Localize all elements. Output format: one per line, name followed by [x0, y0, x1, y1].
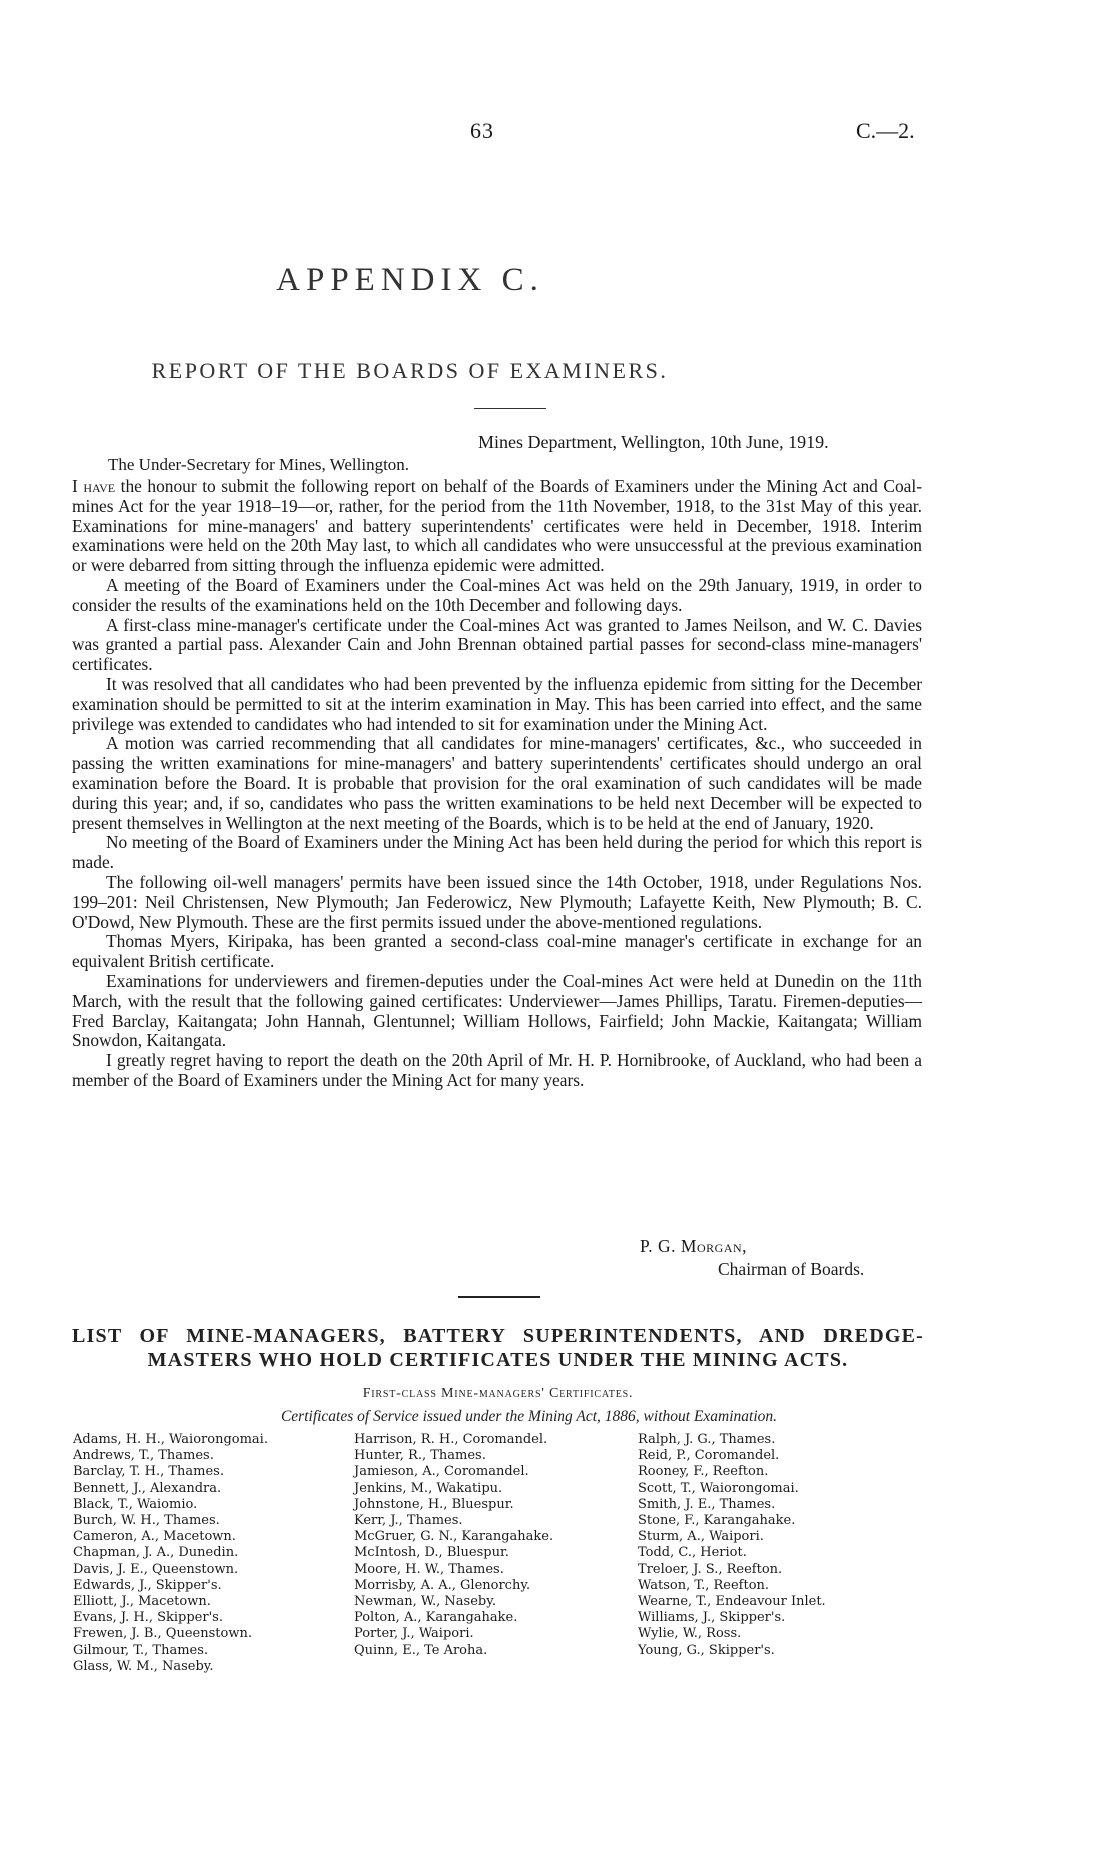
- list-item: Jamieson, A., Coromandel.: [354, 1464, 529, 1480]
- list-heading-line-2: MASTERS WHO HOLD CERTIFICATES UNDER THE MINING ACTS.: [147, 1349, 849, 1371]
- list-item: Adams, H. H., Waiorongomai.: [73, 1432, 268, 1447]
- signature-name: P. G. Morgan,: [640, 1236, 748, 1256]
- list-item: Edwards, J., Skipper's.: [73, 1577, 222, 1593]
- list-item: Williams, J., Skipper's.: [638, 1610, 786, 1626]
- list-item: Watson, T., Reefton.: [638, 1577, 770, 1593]
- paragraph-text: the honour to submit the following report on behalf of the Boards of Examiners under the Mining Act and Coal-mines Act for the year 1918–19—or, rather, for the period from the 11th November, 1918, to the 31st May of this year. Examinations for mine-managers' and battery superintendents' certificates were held in December, 1918. Interim examinations were held on the 20th May last, to which all candidates who were unsuccessful at the previous examination or were debarred from sitting through the influenza epidemic were admitted.: [72, 476, 923, 576]
- names-column-2: [354, 1432, 553, 1659]
- list-subheading: First-class Mine-managers' Certificates.: [362, 1386, 634, 1401]
- list-item: Ralph, J. G., Thames.: [638, 1432, 776, 1447]
- list-item: Barclay, T. H., Thames.: [73, 1464, 224, 1480]
- list-item: Glass, W. M., Naseby.: [73, 1658, 214, 1674]
- addressee: The Under-Secretary for Mines, Wellington.: [108, 455, 410, 474]
- list-item: Quinn, E., Te Aroha.: [354, 1642, 488, 1658]
- names-column-3: [638, 1432, 826, 1659]
- section-divider: [458, 1296, 540, 1298]
- list-item: Sturm, A., Waipori.: [638, 1529, 764, 1545]
- letter-paragraph: No meeting of the Board of Examiners under the Mining Act has been held during the period for which this report is made.: [72, 832, 922, 873]
- report-title: REPORT OF THE BOARDS OF EXAMINERS.: [151, 358, 669, 383]
- list-item: Kerr, J., Thames.: [354, 1513, 463, 1529]
- page-number: 63: [470, 118, 494, 143]
- letter-paragraph: The following oil-well managers' permits have been issued since the 14th October, 1918, under Regulations Nos. 199–201: Neil Christensen, New Plymouth; Jan Federowicz, New Plymouth; Lafayette Keith, New Plymouth; B. C. O'Dowd, New Plymouth. These are the first permits issued under the above-mentioned regulations.: [72, 871, 922, 932]
- letter-paragraph: It was resolved that all candidates who had been prevented by the influenza epidemic from sitting for the December examination should be permitted to sit at the interim examination in May. This has been carried into effect, and the same privilege was extended to candidates who had intended to sit for examination under the Mining Act.: [72, 673, 922, 734]
- list-item: Hunter, R., Thames.: [354, 1448, 486, 1464]
- list-item: Polton, A., Karangahake.: [354, 1610, 518, 1626]
- list-item: Scott, T., Waiorongomai.: [638, 1480, 799, 1496]
- list-item: Burch, W. H., Thames.: [73, 1513, 220, 1529]
- list-item: Black, T., Waiomio.: [73, 1496, 198, 1512]
- letter-paragraph: A first-class mine-manager's certificate under the Coal-mines Act was granted to James Neilson, and W. C. Davies was granted a partial pass. Alexander Cain and John Brennan obtained partial passes for second-class mine-managers' certificates.: [72, 614, 922, 675]
- list-item: Evans, J. H., Skipper's.: [73, 1610, 223, 1626]
- list-item: Smith, J. E., Thames.: [638, 1496, 776, 1512]
- list-item: Reid, P., Coromandel.: [638, 1448, 780, 1464]
- certificates-italic-heading: Certificates of Service issued under the Mining Act, 1886, without Examination.: [280, 1408, 778, 1425]
- list-item: Frewen, J. B., Queenstown.: [73, 1626, 252, 1642]
- list-item: Newman, W., Naseby.: [354, 1594, 496, 1610]
- list-item: Porter, J., Waipori.: [354, 1626, 474, 1642]
- list-item: Bennett, J., Alexandra.: [73, 1480, 222, 1496]
- list-item: Elliott, J., Macetown.: [73, 1594, 211, 1610]
- list-item: Wylie, W., Ross.: [638, 1626, 742, 1642]
- letter-paragraph: Examinations for underviewers and firemen-deputies under the Coal-mines Act were held at Dunedin on the 11th March, with the result that the following gained certificates: Underviewer—James Phillips, Taratu. Firemen-deputies—Fred Barclay, Kaitangata; John Hannah, Glentunnel; William Hollows, Fairfield; John Mackie, Kaitangata; William Snowdon, Kaitangata.: [72, 970, 922, 1051]
- list-item: Morrisby, A. A., Glenorchy.: [354, 1577, 531, 1593]
- list-item: Rooney, F., Reefton.: [638, 1464, 769, 1480]
- list-heading: [72, 1324, 924, 1372]
- list-item: Todd, C., Heriot.: [638, 1545, 747, 1561]
- list-item: Cameron, A., Macetown.: [73, 1529, 236, 1545]
- list-item: Johnstone, H., Bluespur.: [354, 1496, 514, 1512]
- document-code: C.—2.: [856, 118, 915, 143]
- letter-paragraph: A motion was carried recommending that all candidates for mine-managers' certificates, &c., who succeeded in passing the written examinations for mine-managers' and battery superintendents' certificates should undergo an oral examination before the Board. It is probable that provision for the oral examination of such candidates will be made during this year; and, if so, candidates who pass the written examinations to be held next December will be expected to present themselves in Wellington at the next meeting of the Boards, which is to be held at the end of January, 1920.: [72, 733, 922, 833]
- letter-paragraph: I greatly regret having to report the death on the 20th April of Mr. H. P. Hornibrooke, of Auckland, who had been a member of the Board of Examiners under the Mining Act for many years.: [72, 1050, 922, 1090]
- appendix-title: APPENDIX C.: [276, 262, 544, 298]
- list-item: Gilmour, T., Thames.: [73, 1642, 209, 1658]
- signature-title: Chairman of Boards.: [718, 1259, 865, 1279]
- list-heading-line-1: LIST OF MINE-MANAGERS, BATTERY SUPERINTENDENTS, AND DREDGE-: [72, 1325, 924, 1347]
- list-item: Wearne, T., Endeavour Inlet.: [638, 1594, 826, 1610]
- letter-paragraph: Thomas Myers, Kiripaka, has been granted a second-class coal-mine manager's certificate in exchange for an equivalent British certificate.: [72, 931, 922, 972]
- list-item: Stone, F., Karangahake.: [638, 1513, 796, 1529]
- list-item: Davis, J. E., Queenstown.: [73, 1561, 239, 1577]
- opening-words: I have: [72, 476, 116, 496]
- list-item: Chapman, J. A., Dunedin.: [73, 1545, 239, 1561]
- dateline: Mines Department, Wellington, 10th June, 1919.: [478, 432, 829, 452]
- letter-body: [72, 477, 922, 1091]
- list-item: Jenkins, M., Wakatipu.: [354, 1480, 503, 1496]
- list-item: McIntosh, D., Bluespur.: [354, 1545, 509, 1561]
- list-item: Treloer, J. S., Reefton.: [638, 1561, 783, 1577]
- list-item: Andrews, T., Thames.: [73, 1448, 214, 1464]
- divider-rule: [474, 408, 546, 409]
- list-item: Harrison, R. H., Coromandel.: [354, 1432, 548, 1447]
- list-item: McGruer, G. N., Karangahake.: [354, 1529, 554, 1545]
- letter-paragraph: [72, 477, 922, 576]
- list-item: Young, G., Skipper's.: [638, 1642, 775, 1658]
- letter-paragraph: A meeting of the Board of Examiners under the Coal-mines Act was held on the 29th January, 1919, in order to consider the results of the examinations held on the 10th December and following days.: [72, 574, 922, 615]
- list-item: Moore, H. W., Thames.: [354, 1561, 504, 1577]
- names-column-1: [73, 1432, 268, 1675]
